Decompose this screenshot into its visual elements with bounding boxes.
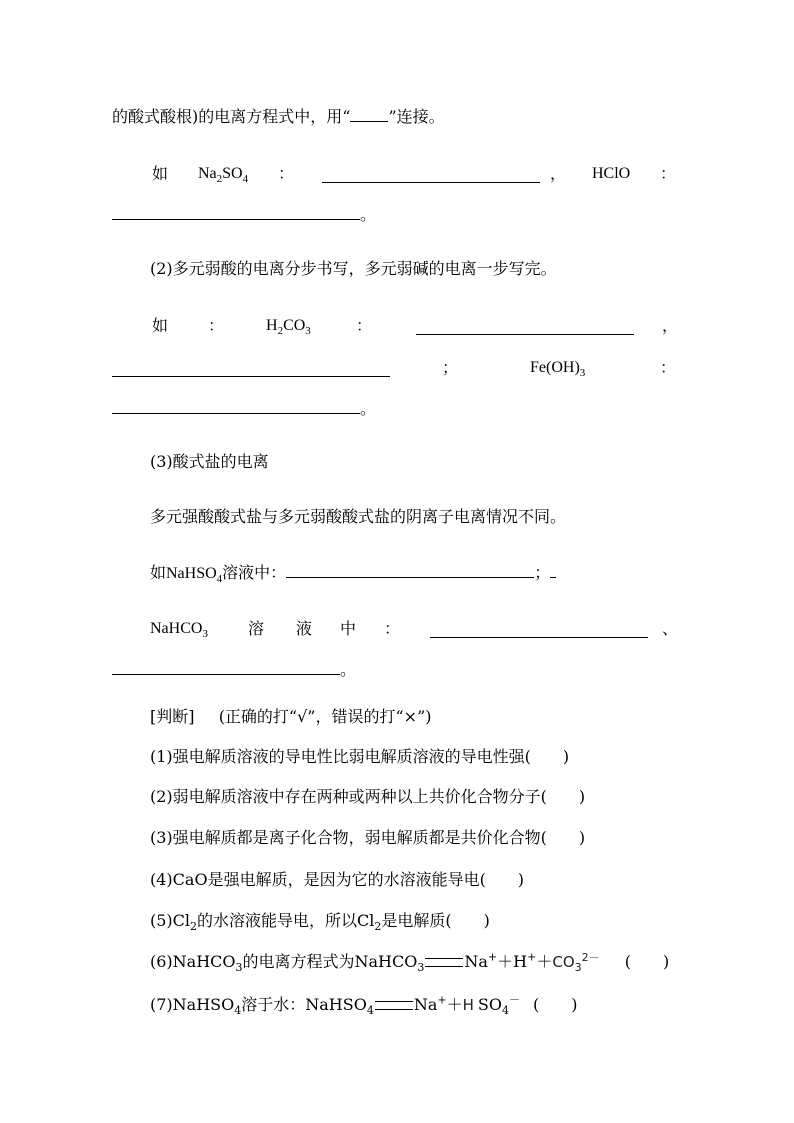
judge-item-3[interactable]: (3)强电解质都是离子化合物，弱电解质都是共价化合物( ) (150, 828, 586, 847)
answer-blank[interactable] (430, 621, 648, 638)
comma: ， (550, 164, 567, 183)
hydrogen-sulfate-ion: H (462, 996, 474, 1014)
paragraph-2 (150, 257, 557, 281)
text: (3)酸式盐的电离 (150, 452, 269, 471)
answer-blank[interactable] (322, 166, 540, 183)
judge-item-1[interactable]: (1)强电解质溶液的导电性比弱电解质溶液的导电性强( ) (150, 747, 570, 766)
example-feoh3-row-2 (112, 397, 376, 421)
example-nahco3-row-2 (112, 658, 356, 682)
period: 。 (360, 205, 377, 224)
judge-item-5[interactable]: $(5)Cl_2$的水溶液能导电，所以$Cl_2$是电解质( ) (150, 911, 490, 934)
equation-sign (425, 958, 463, 967)
period: 。 (360, 399, 377, 418)
formula-feoh3: $Fe(OH)_3$ (530, 359, 586, 380)
colon: ： (660, 164, 677, 183)
formula-h2co3: $H_2CO_3$ (266, 317, 311, 338)
colon: ： (356, 316, 373, 335)
formula-na2so4: $Na_2SO_4$ (198, 165, 249, 186)
comma: ， (662, 316, 679, 335)
judge-item-6[interactable]: (6)NaHCO$_3$的电离方程式为NaHCO$_3$ $Na^++H^++CO_3^{2-}$ ( ) (150, 950, 670, 975)
text: 、 (662, 619, 679, 638)
colon: ： (660, 358, 677, 377)
text: (2)多元弱酸的电离分步书写，多元弱碱的电离一步写完。 (150, 259, 557, 278)
formula-hclo: HClO (592, 165, 631, 182)
text: 液 (296, 619, 313, 638)
carbonate-ion: $CO_3^{2-}$ (552, 951, 600, 974)
colon: ： (278, 164, 295, 183)
paragraph-3 (150, 450, 269, 474)
semicolon: ； (442, 358, 459, 377)
paragraph-line-1 (112, 105, 445, 129)
example-nahso4: 如NaHSO$_4$溶液中： ； (150, 561, 556, 585)
judge-item-4[interactable]: (4)CaO是强电解质，是因为它的水溶液能导电( ) (150, 870, 525, 889)
example-h2co3-row (0, 314, 794, 338)
answer-blank[interactable] (112, 360, 390, 377)
example-nahco3-row (0, 617, 794, 641)
example-feoh3-row (0, 356, 794, 380)
blank (350, 105, 388, 122)
colon: ： (384, 619, 401, 638)
answer-blank[interactable] (112, 397, 360, 414)
judge-note: (正确的打“√”，错误的打“×”) (218, 707, 432, 726)
formula-nahco3: NaHCO$_3$ (150, 620, 208, 641)
paragraph-4 (150, 505, 566, 529)
example-na2so4-row (0, 162, 794, 186)
period: 。 (340, 660, 357, 679)
text: 如 (152, 316, 169, 335)
text: 的酸式酸根)的电离方程式中，用“ (112, 107, 351, 126)
answer-blank[interactable] (112, 658, 340, 675)
text: 多元强酸酸式盐与多元弱酸酸式盐的阴离子电离情况不同。 (150, 507, 567, 526)
judge-header (150, 705, 432, 729)
text: ”连接。 (388, 107, 445, 126)
text: 溶 (248, 619, 265, 638)
equation-sign (375, 1001, 413, 1010)
judge-item-2[interactable]: (2)弱电解质溶液中存在两种或两种以上共价化合物分子( ) (150, 787, 586, 806)
judge-title: [判断] (150, 707, 195, 726)
colon: ： (208, 316, 225, 335)
example-na2so4-row-2 (112, 203, 376, 227)
judge-item-7[interactable]: (7)NaHSO$_4$溶于水：NaHSO$_4$ Na+＋H $SO_4^-$ ( ) (150, 993, 578, 1018)
text: 如 (152, 164, 169, 183)
answer-blank[interactable] (416, 318, 634, 335)
answer-blank[interactable] (112, 203, 360, 220)
answer-blank[interactable] (286, 561, 534, 578)
text: 中 (340, 619, 357, 638)
